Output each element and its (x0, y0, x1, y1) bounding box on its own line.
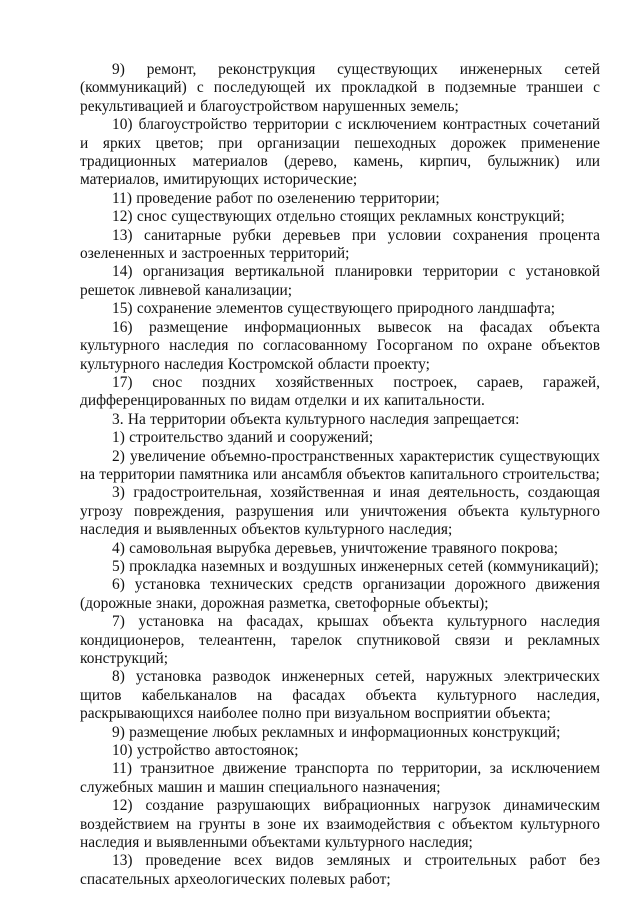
prohibition-item-6: 6) установка технических средств организации дорожного движения (дорожные знаки, дорожная разметка, светофорные объекты); (80, 576, 600, 612)
prohibition-item-3: 3) градостроительная, хозяйственная и иная деятельность, создающая угрозу повреждения, разрушения или уничтожения объекта культурного наследия и выявленных объектов культурного наследия; (80, 484, 600, 539)
paragraph-item-16-signage: 16) размещение информационных вывесок на фасадах объекта культурного наследия по согласованному Госорганом по охране объектов культурного наследия Костромской области проекту; (80, 318, 600, 373)
section-heading-prohibitions: 3. На территории объекта культурного наследия запрещается: (112, 410, 520, 428)
paragraph-item-17-demolition: 17) снос поздних хозяйственных построек, сараев, гаражей, дифференцированных по видам отделки и их капитальности. (80, 373, 600, 410)
paragraph-item-13-sanitary-felling: 13) санитарные рубки деревьев при условии сохранения процента озелененных и застроенных территорий; (80, 226, 600, 263)
paragraph-item-11-greening: 11) проведение работ по озеленению территории; (112, 189, 440, 207)
prohibition-item-11: 11) транзитное движение транспорта по территории, за исключением служебных машин и машин специального назначения; (80, 760, 600, 796)
prohibition-item-12: 12) создание разрушающих вибрационных нагрузок динамическим воздействием на грунты в зоне их взаимодействия с объектом культурного наследия и выявленными объектами культурного наследия; (80, 797, 600, 852)
prohibition-item-9: 9) размещение любых рекламных и информационных конструкций; (112, 723, 561, 741)
paragraph-item-10-landscaping: 10) благоустройство территории с исключением контрастных сочетаний и ярких цветов; при организации пешеходных дорожек применение традиционных материалов (дерево, камень, кирпич, булыжник) или материалов, имитирующих исторические; (80, 116, 600, 189)
paragraph-item-9-repair: 9) ремонт, реконструкция существующих инженерных сетей (коммуникаций) с последующей их прокладкой в подземные траншеи с рекультивацией и благоустройством нарушенных земель; (80, 61, 600, 115)
paragraph-item-12-ad-removal: 12) снос существующих отдельно стоящих рекламных конструкций; (112, 208, 565, 226)
prohibition-item-13: 13) проведение всех видов земляных и строительных работ без спасательных археологических полевых работ; (80, 852, 600, 888)
prohibition-item-10: 10) устройство автостоянок; (112, 742, 299, 760)
prohibition-item-1: 1) строительство зданий и сооружений; (112, 429, 374, 447)
prohibition-item-4: 4) самовольная вырубка деревьев, уничтожение травяного покрова; (112, 539, 559, 557)
paragraph-item-15-landscape-preservation: 15) сохранение элементов существующего природного ландшафта; (112, 300, 556, 318)
prohibition-item-8: 8) установка разводок инженерных сетей, наружных электрических щитов кабельканалов на фасадах объекта культурного наследия, раскрывающихся наиболее полно при визуальном восприятии объекта; (80, 668, 600, 723)
prohibition-item-5: 5) прокладка наземных и воздушных инженерных сетей (коммуникаций); (112, 557, 599, 575)
prohibition-item-7: 7) установка на фасадах, крышах объекта культурного наследия кондиционеров, телеантенн, тарелок спутниковой связи и рекламных конструкций; (80, 613, 600, 667)
paragraph-item-14-vertical-planning: 14) организация вертикальной планировки территории с установкой решеток ливневой канализации; (80, 263, 600, 299)
prohibition-item-2: 2) увеличение объемно-пространственных характеристик существующих на территории памятника или ансамбля объектов капитального строительства; (80, 447, 600, 483)
